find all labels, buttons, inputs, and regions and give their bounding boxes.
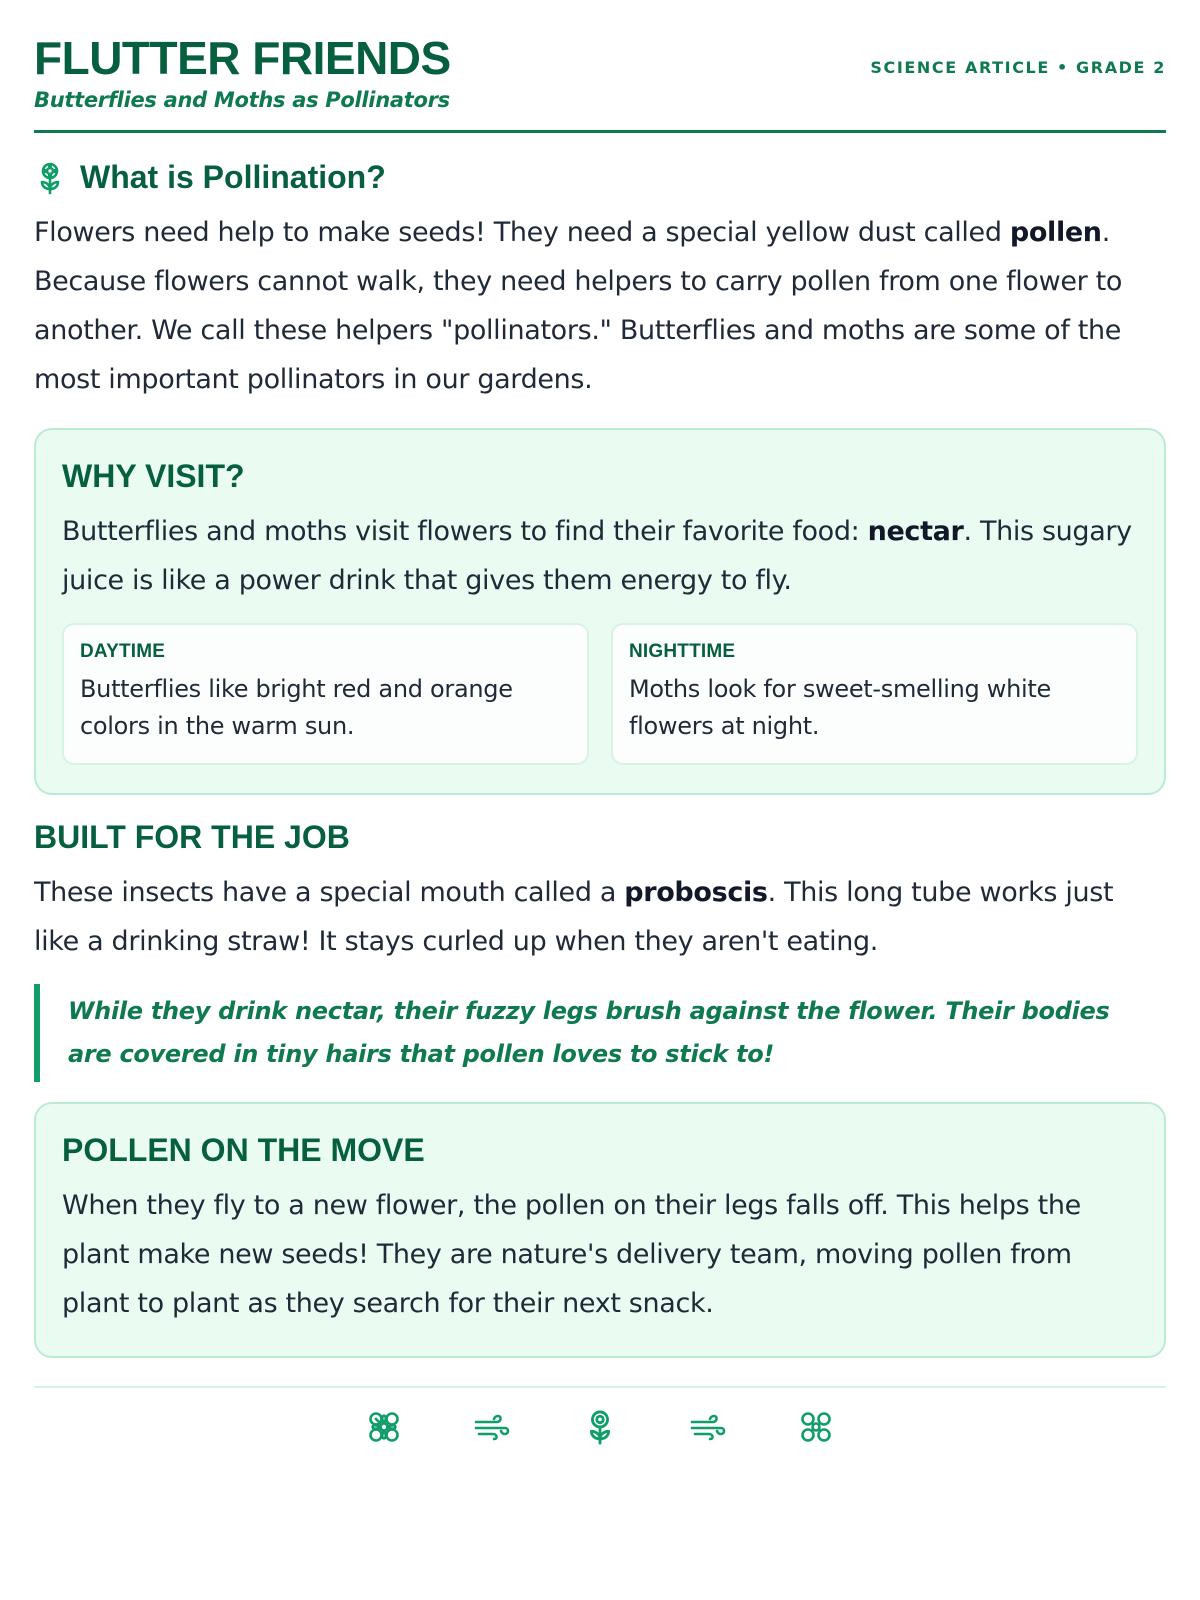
clover-icon: [797, 1408, 835, 1446]
text-span: . Because flowers cannot walk, they need helpers to carry pollen from one flower to another. We call these helpers "pollinators." Butterflies and moths are some of the most important pollinators in our gardens.: [34, 217, 1122, 395]
why-visit-paragraph: [62, 507, 1138, 605]
footer-icon-row: [34, 1408, 1166, 1446]
pollen-move-paragraph: When they fly to a new flower, the pollen on their legs falls off. This helps the plant make new seeds! They are nature's delivery team, moving pollen from plant to plant as they search for their next snack.: [62, 1190, 1081, 1319]
article-meta: SCIENCE ARTICLE • GRADE 2: [870, 58, 1166, 77]
text-span: . This long tube works just like a drinking straw! It stays curled up when they aren't eating.: [34, 877, 1114, 957]
nighttime-card: [611, 623, 1138, 765]
wind-icon: [689, 1408, 727, 1446]
footer-divider: [34, 1386, 1166, 1388]
why-visit-callout: [34, 428, 1166, 795]
wind-icon: [473, 1408, 511, 1446]
daytime-card: [62, 623, 589, 765]
why-visit-heading: WHY VISIT?: [62, 458, 245, 494]
keyword-proboscis: proboscis: [624, 877, 768, 908]
flower-icon: [34, 160, 66, 196]
flower-icon: [581, 1408, 619, 1446]
pollination-paragraph: [34, 208, 1166, 404]
clover-icon: [365, 1408, 403, 1446]
section-pollination-heading: [34, 159, 1166, 196]
section-title: What is Pollination?: [80, 159, 386, 195]
built-paragraph: [34, 868, 1166, 966]
pollen-move-callout: [34, 1102, 1166, 1358]
built-heading-row: [34, 819, 1166, 856]
page-subtitle: Butterflies and Moths as Pollinators: [34, 88, 450, 112]
built-heading: BUILT FOR THE JOB: [34, 819, 350, 855]
keyword-nectar: nectar: [867, 516, 964, 547]
page-title: FLUTTER FRIENDS: [34, 32, 451, 84]
text-span: Butterflies and moths visit flowers to find their favorite food:: [62, 516, 868, 547]
day-night-cards: [62, 623, 1138, 765]
keyword-pollen: pollen: [1009, 217, 1102, 248]
card-label: NIGHTTIME: [629, 641, 736, 662]
card-text: Butterflies like bright red and orange colors in the warm sun.: [80, 675, 513, 740]
pull-quote: While they drink nectar, their fuzzy legs brush against the flower. Their bodies are covered in tiny hairs that pollen loves to stick to!: [34, 984, 1166, 1082]
pollen-move-heading: POLLEN ON THE MOVE: [62, 1132, 425, 1168]
text-span: . This sugary juice is like a power drink that gives them energy to fly.: [62, 516, 1132, 596]
text-span: These insects have a special mouth called a: [34, 877, 625, 908]
card-text: Moths look for sweet-smelling white flowers at night.: [629, 675, 1051, 740]
article-header: [34, 0, 1166, 133]
card-label: DAYTIME: [80, 641, 166, 662]
text-span: Flowers need help to make seeds! They need a special yellow dust called: [34, 217, 1010, 248]
